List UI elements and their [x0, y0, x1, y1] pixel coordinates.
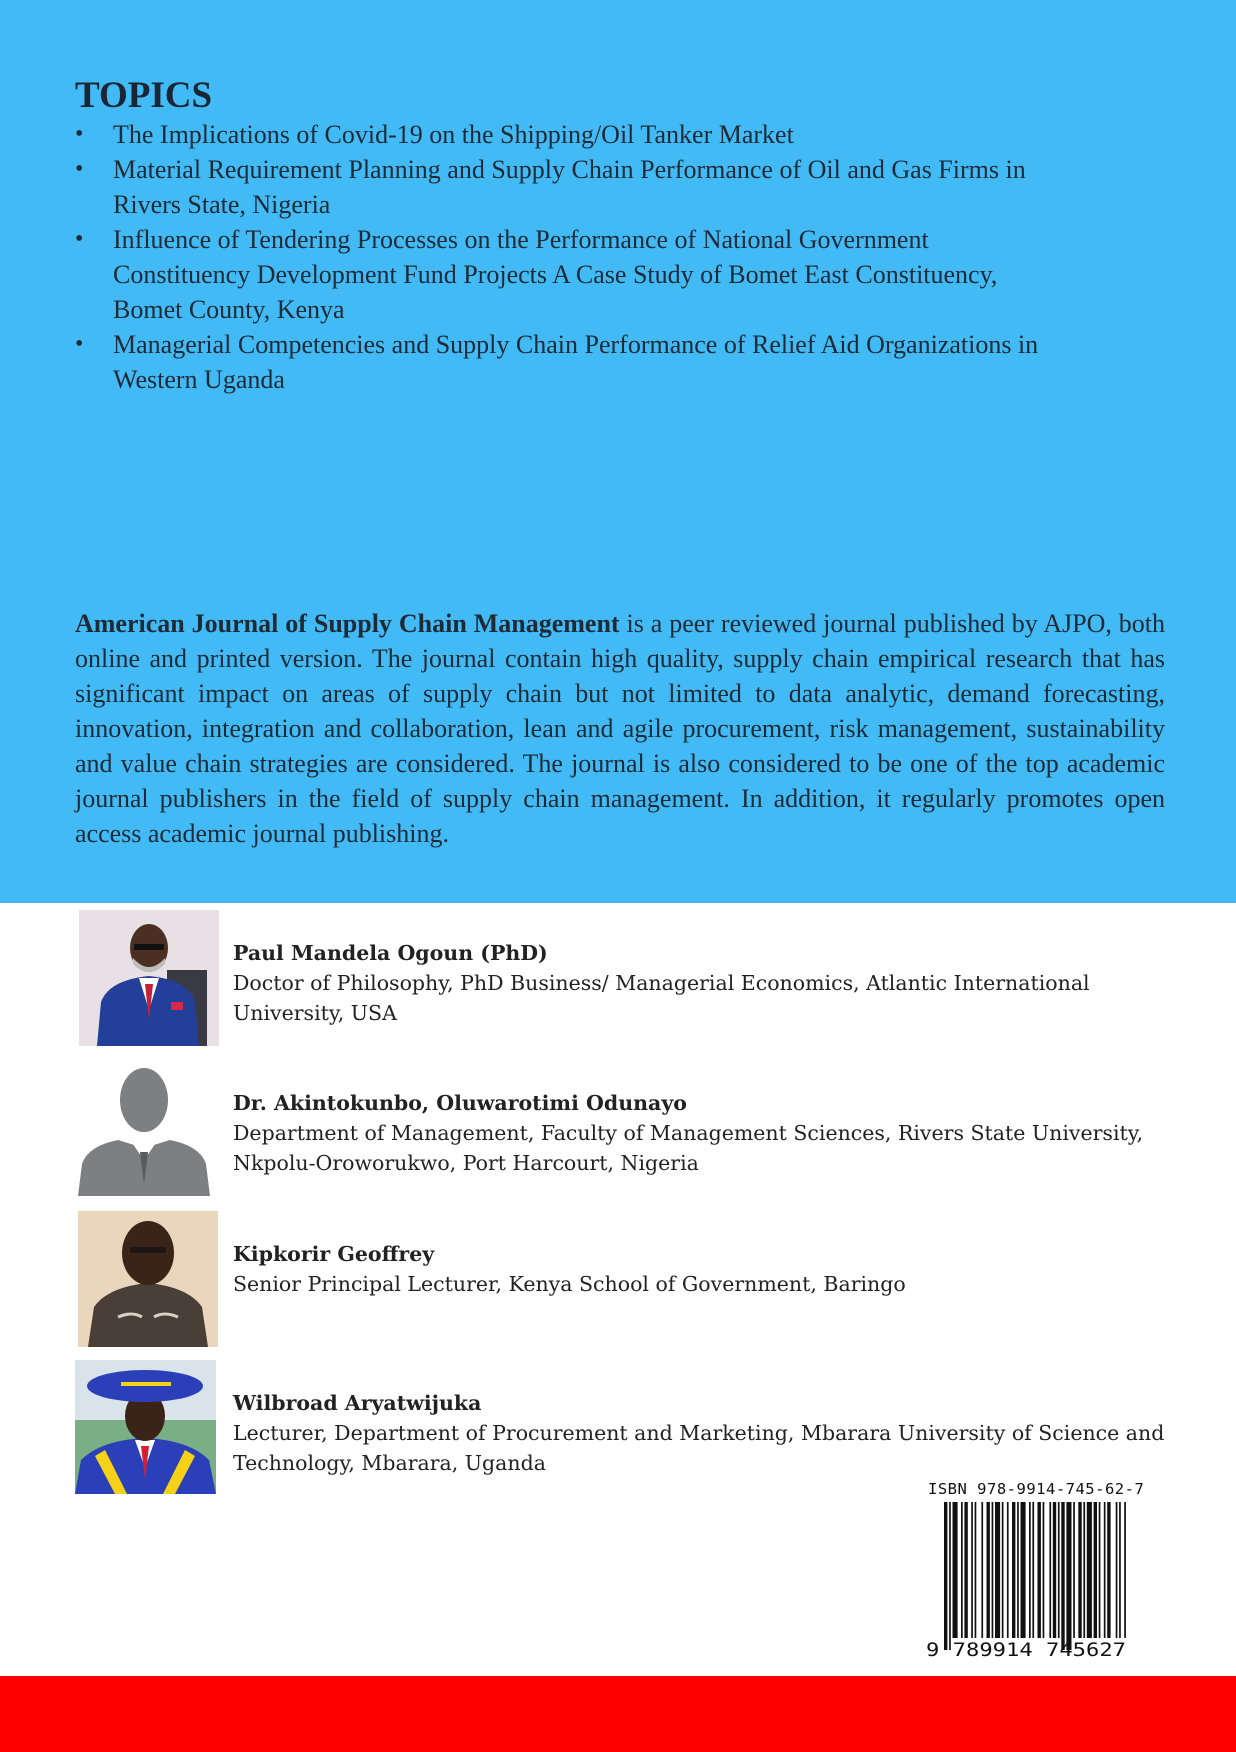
barcode-bar [1038, 1502, 1041, 1638]
barcode-bar [1043, 1502, 1045, 1638]
barcode-bar [1087, 1502, 1092, 1638]
barcode-bar [1083, 1502, 1085, 1638]
barcode-bar [995, 1502, 1000, 1638]
author-text [233, 1388, 1193, 1478]
barcode-bar [971, 1502, 973, 1638]
barcode-bar [1099, 1502, 1101, 1638]
barcode-bar [1073, 1502, 1075, 1638]
author-name: Wilbroad Aryatwijuka [233, 1391, 482, 1415]
barcode-bar [975, 1502, 977, 1638]
author-entry [75, 1211, 1175, 1351]
topic-line: Material Requirement Planning and Supply Chain Performance of Oil and Gas Firms in [113, 155, 1026, 184]
author-affiliation-line: University, USA [233, 1001, 397, 1025]
topics-heading: TOPICS [75, 75, 213, 116]
barcode-bar [1094, 1502, 1097, 1638]
author-affiliation-line: Senior Principal Lecturer, Kenya School of Government, Baringo [233, 1272, 906, 1296]
topic-line: Constituency Development Fund Projects A Case Study of Bomet East Constituency, [113, 260, 998, 289]
barcode-bar [1104, 1502, 1106, 1638]
author-entry [75, 1360, 1175, 1500]
barcode-bar [1017, 1502, 1019, 1638]
author-text [233, 1239, 1193, 1299]
barcode-bar [964, 1502, 967, 1638]
barcode-bar [961, 1502, 963, 1638]
barcode-bar [949, 1502, 951, 1650]
author-name: Kipkorir Geoffrey [233, 1242, 435, 1266]
author-affiliation-line: Lecturer, Department of Procurement and Marketing, Mbarara University of Science and [233, 1421, 1165, 1445]
barcode [926, 1502, 1136, 1662]
avatar-placeholder-icon [78, 1060, 210, 1196]
topic-line: The Implications of Covid-19 on the Shipping/Oil Tanker Market [113, 120, 794, 149]
author-entry [75, 1060, 1175, 1200]
isbn-label: ISBN 978-9914-745-62-7 [928, 1480, 1145, 1498]
author-name: Paul Mandela Ogoun (PhD) [233, 941, 548, 965]
barcode-bar [992, 1502, 994, 1638]
barcode-bar [1078, 1502, 1081, 1638]
barcode-bar [1049, 1502, 1051, 1638]
description-body: is a peer reviewed journal published by AJPO, both online and printed version. The journal contain high quality, supply chain empirical research that has significant impact on areas of supply chain but not limited to data analytic, demand forecasting, innovation, integration and collaboration, lean and agile procurement, risk management, sustainability and value chain strategies are considered. The journal is also considered to be one of the top academic journal publishers in the field of supply chain management. In addition, it regularly promotes open access academic journal publishing. [75, 609, 1166, 848]
barcode-bar [944, 1502, 947, 1650]
barcode-bar [1002, 1502, 1004, 1638]
topic-item [75, 222, 1175, 327]
bullet-icon: • [75, 226, 84, 252]
bottom-band [0, 1676, 1236, 1752]
barcode-bar [1119, 1502, 1121, 1638]
journal-name: American Journal of Supply Chain Management [75, 609, 620, 638]
author-photo [79, 910, 219, 1046]
barcode-bar [1032, 1502, 1034, 1638]
author-name: Dr. Akintokunbo, Oluwarotimi Odunayo [233, 1091, 687, 1115]
topic-item [75, 117, 1175, 152]
author-text [233, 1088, 1193, 1178]
author-affiliation-line: Department of Management, Faculty of Management Sciences, Rivers State University, [233, 1121, 1144, 1145]
barcode-digits: 9 789914 745627 [926, 1639, 1126, 1661]
author-photo [75, 1360, 216, 1496]
author-affiliation-line: Nkpolu-Oroworukwo, Port Harcourt, Nigeria [233, 1151, 699, 1175]
bullet-icon: • [75, 121, 84, 147]
author-text [233, 938, 1193, 1028]
author-photo [78, 1211, 218, 1347]
bullet-icon: • [75, 331, 84, 357]
barcode-bar [1021, 1502, 1026, 1638]
barcode-bar [981, 1502, 983, 1638]
barcode-bar [1066, 1502, 1071, 1650]
topic-item [75, 152, 1175, 222]
barcode-bar [1107, 1502, 1110, 1638]
topic-line: Bomet County, Kenya [113, 295, 345, 324]
barcode-bar [1029, 1502, 1031, 1638]
topic-line: Western Uganda [113, 365, 285, 394]
bullet-icon: • [75, 156, 84, 182]
barcode-bar [1007, 1502, 1009, 1638]
barcode-bar [987, 1502, 990, 1638]
barcode-bar [1124, 1502, 1126, 1638]
topic-line: Influence of Tendering Processes on the Performance of National Government [113, 225, 929, 254]
author-affiliation-line: Technology, Mbarara, Uganda [233, 1451, 546, 1475]
barcode-bar [1116, 1502, 1118, 1638]
journal-description [75, 606, 1165, 851]
author-affiliation-line: Doctor of Philosophy, PhD Business/ Managerial Economics, Atlantic International [233, 971, 1090, 995]
author-entry [75, 910, 1175, 1050]
topic-item [75, 327, 1175, 397]
barcode-bar [953, 1502, 958, 1638]
barcode-bar [1053, 1502, 1056, 1638]
topics-list [75, 117, 1175, 397]
barcode-bar [1012, 1502, 1015, 1638]
topic-line: Managerial Competencies and Supply Chain Performance of Relief Aid Organizations in [113, 330, 1039, 359]
topic-line: Rivers State, Nigeria [113, 190, 331, 219]
barcode-bar [1061, 1502, 1064, 1650]
barcode-bar [1058, 1502, 1060, 1638]
